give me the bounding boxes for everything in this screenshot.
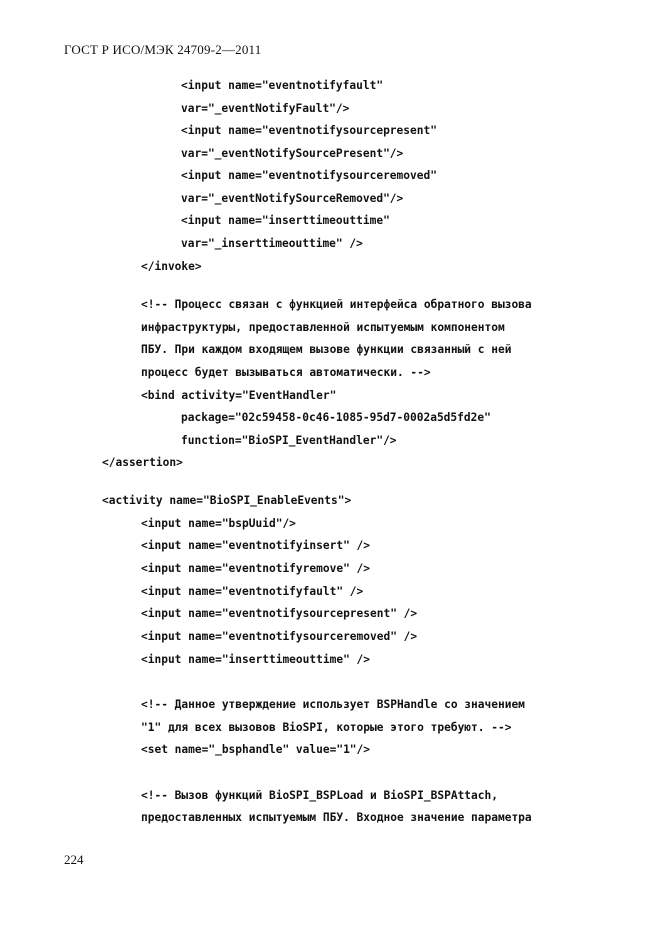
code-line: <input name="eventnotifyfault" /> — [141, 585, 364, 598]
code-line: <bind activity="EventHandler" — [141, 389, 337, 402]
code-line: <activity name="BioSPI_EnableEvents"> — [102, 494, 352, 507]
code-comment-line: <!-- Данное утверждение использует BSPHandle со значением — [141, 698, 525, 711]
code-line: <input name="eventnotifysourceremoved" /> — [141, 630, 418, 643]
code-line: <input name="eventnotifysourcepresent" /> — [141, 607, 418, 620]
code-comment-line: <!-- Вызов функций BioSPI_BSPLoad и BioSPI_BSPAttach, — [141, 789, 498, 802]
code-comment-line: процесс будет вызываться автоматически. --> — [141, 366, 431, 379]
code-line: <input name="inserttimeouttime" — [181, 214, 390, 227]
code-line: <set name="_bsphandle" value="1"/> — [141, 743, 371, 756]
code-line: <input name="eventnotifyinsert" /> — [141, 539, 371, 552]
code-comment-line: "1" для всех вызовов BioSPI, которые этого требуют. --> — [141, 721, 512, 734]
code-line: <input name="inserttimeouttime" /> — [141, 653, 371, 666]
code-line: var="_inserttimeouttime" /> — [181, 237, 363, 250]
code-line: function="BioSPI_EventHandler"/> — [181, 434, 397, 447]
standard-header: ГОСТ Р ИСО/МЭК 24709-2—2011 — [64, 42, 262, 57]
code-comment-line: предоставленных испытуемым ПБУ. Входное значение параметра — [141, 811, 532, 824]
page-number: 224 — [64, 852, 84, 867]
code-line: var="_eventNotifySourceRemoved"/> — [181, 192, 404, 205]
code-comment-line: ПБУ. При каждом входящем вызове функции связанный с ней — [141, 343, 512, 356]
code-line: var="_eventNotifyFault"/> — [181, 102, 350, 115]
code-line: package="02c59458-0c46-1085-95d7-0002a5d5fd2e" — [181, 411, 491, 424]
code-line: <input name="eventnotifyfault" — [181, 79, 384, 92]
code-line: <input name="eventnotifysourceremoved" — [181, 169, 437, 182]
code-comment-line: инфраструктуры, предоставленной испытуемым компонентом — [141, 321, 505, 334]
code-line: </assertion> — [102, 456, 183, 469]
code-line: <input name="bspUuid"/> — [141, 517, 296, 530]
code-line: <input name="eventnotifysourcepresent" — [181, 124, 437, 137]
code-line: </invoke> — [141, 260, 202, 273]
code-comment-line: <!-- Процесс связан с функцией интерфейса обратного вызова — [141, 298, 532, 311]
code-line: <input name="eventnotifyremove" /> — [141, 562, 371, 575]
code-line: var="_eventNotifySourcePresent"/> — [181, 147, 404, 160]
